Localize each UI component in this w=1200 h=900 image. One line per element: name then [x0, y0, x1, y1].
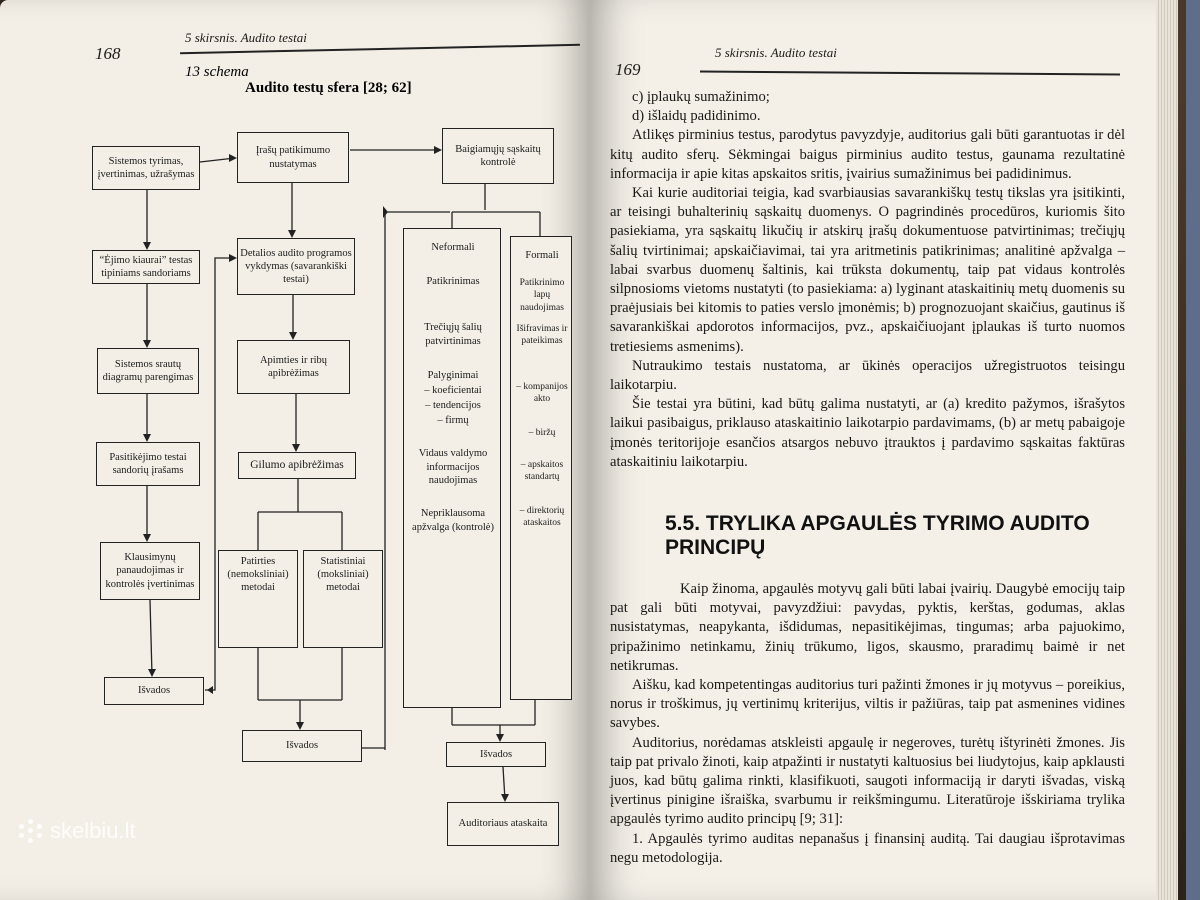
box-experience-methods: Patirties (nemoksliniai) metodai	[218, 550, 298, 648]
paragraph: Šie testai yra būtini, kad būtų galima nustatyti, ar (a) kredito pažymos, išrašytos laikui pasibaigus, priklauso ataskaitinio laikotarpio pardavimams, (b) ar metų pabaigoje įmonės teritorijoje esančios atsargos nebuvo įtrauktos į pardavimo sąskaitas faktūras ataskaitiniu laikotarpiu.	[610, 396, 1125, 470]
informal-item: Vidaus valdymo informacijos naudojimas	[418, 448, 488, 487]
box-statistical-methods: Statistiniai (moksliniai) metodai	[303, 550, 383, 648]
watermark-logo-icon	[18, 818, 44, 844]
paragraph: Kai kurie auditoriai teigia, kad svarbiausias savarankiškų testų tikslas yra įsitikinti, ar teisingi buhalterinių sąskaitų duomenys. O pagrindinės procedūros, kuriomis šito pasiekiama, yra sąskaitų likučių ir atskirų įrašų dokumentuose patvirtinimas; trečiųjų šalių tvirtinimai; apskaičiavimai, tai yra aritmetinis patikrinimas; analitinė apžvalga – labai svarbus duomenų šaltinis, kai trūksta dokumentų, taip pat vidaus kontrolės silpnosioms vietoms nustatyti (to pasiekiama: a) lyginant ataskaitinių metų duomenis su praėjusiais bei kitomis to paties verslo įmonėmis; b) prognozuojant skaičius, gautinus iš savarankiškai apdorotos informacijos, pvz., apskaičiuojant įplaukas iš turto nuomos tretiesiems asmenims).	[610, 185, 1125, 355]
informal-item: Palyginimai	[427, 370, 479, 381]
box-detailed-program: Detalios audito programos vykdymas (savarankiški testai)	[237, 238, 355, 295]
schema-label: 13 schema	[185, 64, 249, 80]
formal-item: – kompanijos akto	[516, 382, 568, 405]
formal-item: Patikrinimo lapų naudojimas	[519, 278, 565, 313]
right-page-number: 169	[615, 60, 641, 79]
list-item: d) išlaidų padidinimo.	[632, 108, 761, 125]
box-walkthrough-test: “Ėjimo kiaurai” testas tipiniams sandoriams	[92, 250, 200, 284]
box-record-reliability: Įrašų patikimumo nustatymas	[237, 132, 349, 183]
box-questionnaires: Klausimynų panaudojimas ir kontrolės įvertinimas	[100, 542, 200, 600]
right-text-top	[610, 88, 1125, 472]
left-page	[0, 0, 590, 900]
informal-item: – koeficientai	[424, 385, 482, 396]
box-informal	[403, 228, 501, 708]
box-formal	[510, 236, 572, 700]
box-system-study: Sistemos tyrimas, įvertinimas, užrašymas	[92, 146, 200, 190]
left-page-number: 168	[95, 44, 121, 63]
box-final-accounts-control: Baigiamųjų sąskaitų kontrolė	[442, 128, 554, 184]
watermark	[18, 818, 136, 844]
paragraph: 1. Apgaulės tyrimo auditas nepanašus į finansinį auditą. Tai daugiau išprotavimas negu metodologija.	[610, 830, 1125, 866]
informal-item: Nepriklausoma apžvalga (kontrolė)	[412, 508, 494, 533]
watermark-text: skelbiu.lt	[50, 818, 136, 843]
figure-title: Audito testų sfera [28; 62]	[245, 80, 412, 96]
box-conclusions-2: Išvados	[242, 730, 362, 762]
formal-title: Formali	[525, 250, 559, 261]
page-edges	[1156, 0, 1178, 900]
box-depth: Gilumo apibrėžimas	[238, 452, 356, 479]
formal-item: – biržų	[528, 428, 556, 438]
formal-item: – direktorių ataskaitos	[519, 506, 565, 529]
list-item: c) įplaukų sumažinimo;	[632, 89, 770, 105]
left-running-head: 5 skirsnis. Audito testai	[185, 30, 307, 45]
informal-title: Neformali	[431, 242, 475, 253]
informal-item: Patikrinimas	[426, 276, 480, 287]
informal-item: Trečiųjų šalių patvirtinimas	[424, 322, 482, 347]
right-running-head: 5 skirsnis. Audito testai	[715, 45, 837, 60]
formal-item: Išifravimas ir pateikimas	[516, 324, 568, 347]
box-scope-limits: Apimties ir ribų apibrėžimas	[237, 340, 350, 394]
box-conclusions-3: Išvados	[446, 742, 546, 767]
section-heading: 5.5. TRYLIKA APGAULĖS TYRIMO AUDITO PRINCIPŲ	[665, 512, 1090, 559]
paragraph: Kaip žinoma, apgaulės motyvų gali būti labai įvairių. Daugybė emocijų taip pat gali būti motyvai, pavyzdžiui: pavydas, pyktis, kerštas, godumas, aklas nusistatymas, neapykanta, išdidumas, nepasitikėjimas, tingumas; arba pajuokimo, pripažinimo netinkamu, žinių trūkumo, ligos, skausmo, praradimų baimė ir net netikrumas.	[610, 581, 1125, 674]
box-reliance-tests: Pasitikėjimo testai sandorių įrašams	[96, 442, 200, 486]
paragraph: Auditorius, norėdamas atskleisti apgaulę ir negeroves, turėtų ištyrinėti žmones. Jis taip pat privalo žinoti, kaip atpažinti ir nustatyti kaltuosius bei liudytojus, kaip apklausti juos, kad būtų galima rinkti, klasifikuoti, saugoti informaciją ir daryti išvadas, viską įvertinus pinigine išraiška, svarbumu ir reikšmingumu. Literatūroje išskiriama trylika apgaulės tyrimo audito principų [9; 31]:	[610, 734, 1125, 828]
box-auditor-report: Auditoriaus ataskaita	[447, 802, 559, 846]
right-text-bottom	[610, 580, 1125, 868]
book-cover-edge	[1186, 0, 1200, 900]
paragraph: Aišku, kad kompetentingas auditorius turi pažinti žmones ir jų motyvus – poreikius, norus ir troškimus, jų vertinimų kriterijus, viltis ir pažiūras, taip pat asmenines vidines savybes.	[610, 677, 1125, 732]
formal-item: – apskaitos standartų	[520, 460, 564, 483]
box-conclusions-1: Išvados	[104, 677, 204, 705]
box-flow-diagrams: Sistemos srautų diagramų parengimas	[97, 348, 199, 394]
paragraph: Nutraukimo testais nustatoma, ar ūkinės operacijos užregistruotos teisingu laikotarpiu.	[610, 357, 1125, 394]
paragraph: Atlikęs pirminius testus, parodytus pavyzdyje, auditorius gali būti garantuotas ir dėl kitų audito sferų. Sėkmingai baigus pirminius audito testus, gaunama rezultatinė informacija ir apie kitas apskaitos sritis, įvairius sumažinimus bei padidinimus.	[610, 127, 1125, 182]
informal-item: – tendencijos	[425, 400, 481, 411]
informal-item: – firmų	[437, 415, 469, 426]
